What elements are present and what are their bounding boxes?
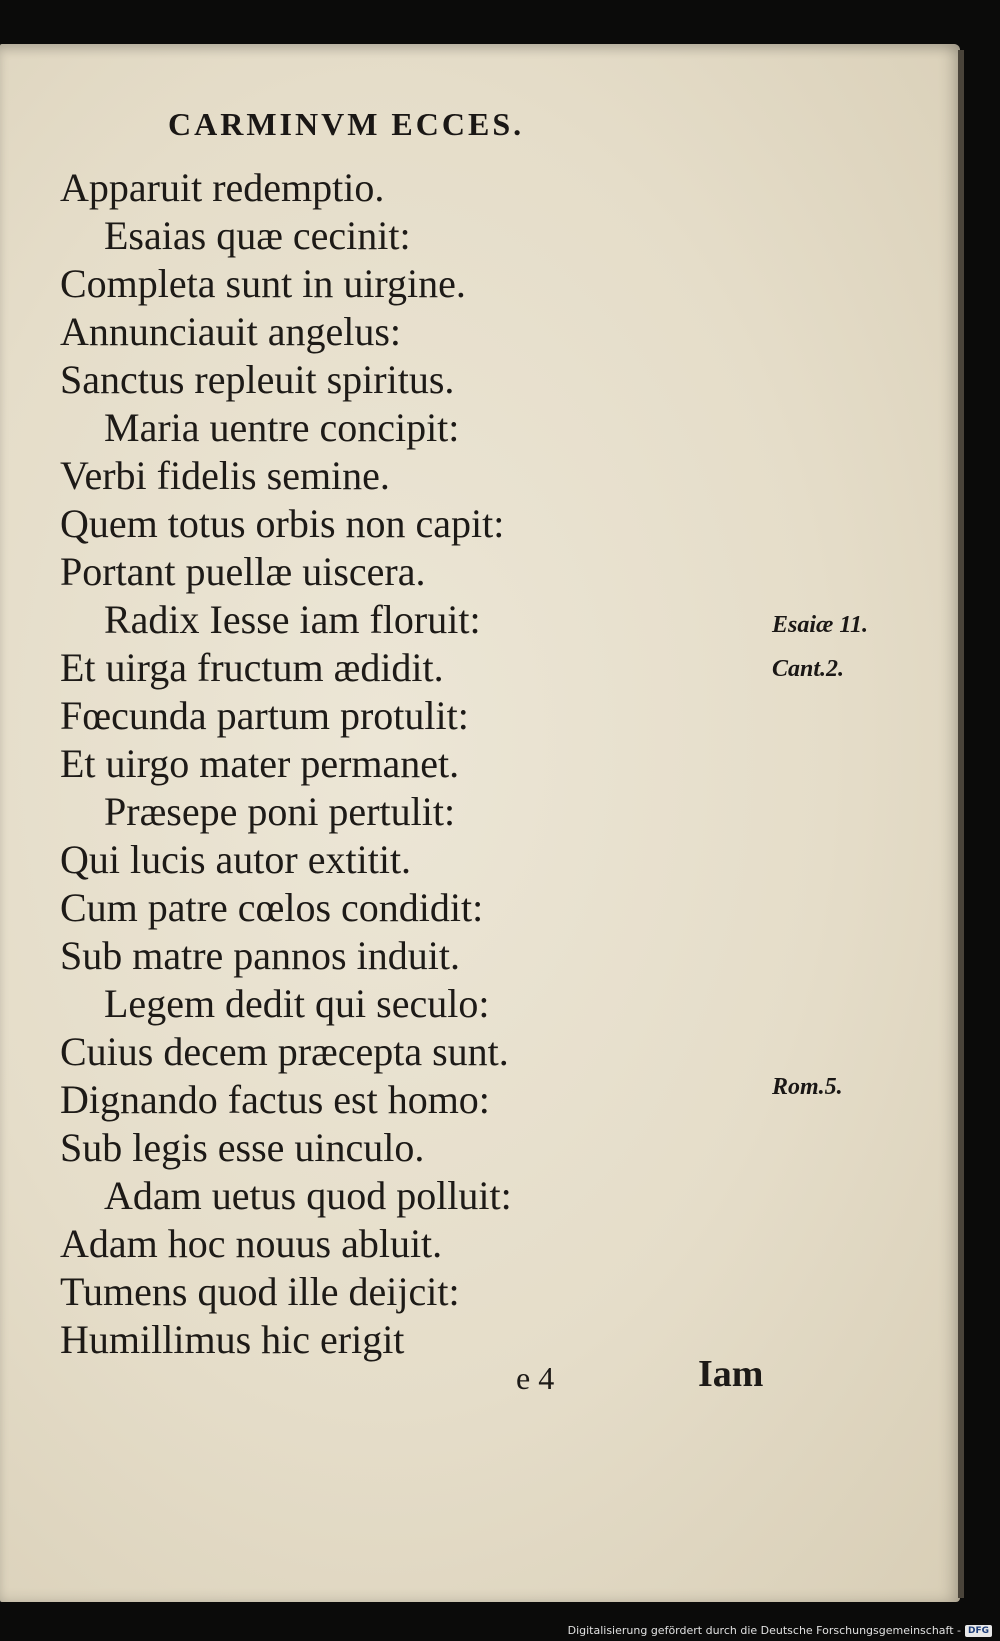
verse-line: Cuius decem præcepta sunt. <box>60 1029 509 1074</box>
margin-note-cant: Cant.2. <box>772 656 845 682</box>
verse-line: Radix Iesse iam floruit: <box>104 597 481 642</box>
verse-block <box>60 164 700 1364</box>
credit-text: Digitalisierung gefördert durch die Deutsche Forschungsgemeinschaft - <box>567 1624 961 1637</box>
digitization-credit <box>568 1624 992 1637</box>
verse-line: Sub matre pannos induit. <box>60 933 460 978</box>
margin-note-rom: Rom.5. <box>772 1074 843 1100</box>
verse-line: Dignando factus est homo: <box>60 1077 490 1122</box>
verse-line: Cum patre cœlos condidit: <box>60 885 484 930</box>
verse-line: Et uirga fructum ædidit. <box>60 645 444 690</box>
verse-line: Humillimus hic erigit <box>60 1317 405 1362</box>
verse-line: Esaias quæ cecinit: <box>104 213 411 258</box>
verse-line: Sanctus repleuit spiritus. <box>60 357 455 402</box>
verse-line: Maria uentre concipit: <box>104 405 460 450</box>
verse-line: Completa sunt in uirgine. <box>60 261 466 306</box>
verse-line: Fœcunda partum protulit: <box>60 693 469 738</box>
signature-mark: e 4 <box>516 1360 555 1396</box>
verse-line: Adam uetus quod polluit: <box>104 1173 512 1218</box>
verse-line: Quem totus orbis non capit: <box>60 501 505 546</box>
margin-note-esaiae: Esaiæ 11. <box>772 612 869 638</box>
catchword: Iam <box>698 1353 764 1395</box>
page-edge <box>958 50 964 1598</box>
verse-line: Verbi fidelis semine. <box>60 453 390 498</box>
verse-line: Annunciauit angelus: <box>60 309 402 354</box>
verse-line: Apparuit redemptio. <box>60 165 385 210</box>
verse-line: Præsepe poni pertulit: <box>104 789 456 834</box>
verse-line: Qui lucis autor extitit. <box>60 837 412 882</box>
verse-line: Portant puellæ uiscera. <box>60 549 426 594</box>
verse-line: Sub legis esse uinculo. <box>60 1125 425 1170</box>
verse-line: Tumens quod ille deijcit: <box>60 1269 460 1314</box>
running-head: CARMINVM ECCES. <box>168 106 525 142</box>
verse-line: Adam hoc nouus abluit. <box>60 1221 443 1266</box>
verse-line: Legem dedit qui seculo: <box>104 981 490 1026</box>
verse-line: Et uirgo mater permanet. <box>60 741 460 786</box>
book-page <box>0 44 960 1602</box>
dfg-logo: DFG <box>965 1625 992 1637</box>
